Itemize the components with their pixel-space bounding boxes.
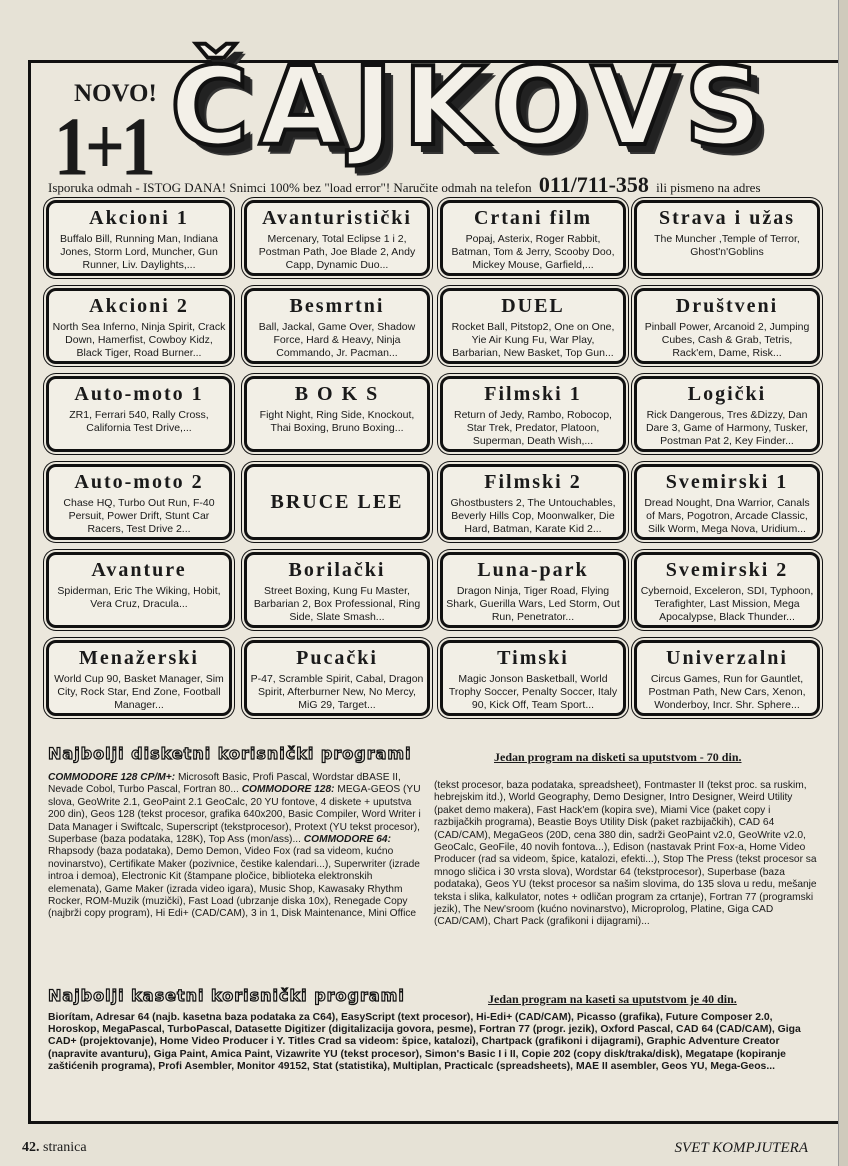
- category-title: Filmski 2: [484, 471, 582, 493]
- category-box: [244, 288, 430, 364]
- category-title: B O K S: [294, 383, 380, 405]
- category-games: Ghostbusters 2, The Untouchables, Beverly Hills Cop, Moonwalker, Die Hard, Batman, Karate Kid 2...: [450, 497, 616, 535]
- category-games: Spiderman, Eric The Wiking, Hobit, Vera Cruz, Dracula...: [57, 585, 221, 610]
- category-title: Akcioni 2: [89, 295, 189, 317]
- category-box: [244, 376, 430, 452]
- category-games: Dread Nought, Dna Warrior, Canals of Mars, Pogotron, Arcade Classic, Silk Worm, Mega Nova, Uridium...: [644, 497, 810, 535]
- category-title: Filmski 1: [484, 383, 582, 405]
- category-games: Popaj, Asterix, Roger Rabbit, Batman, Tom & Jerry, Scooby Doo, Mickey Mouse, Garfield,...: [451, 233, 615, 271]
- c128cpm-list: Microsoft Basic, Profi Pascal, Wordstar dBASE II, Nevade Cobol, Turbo Pascal, Fortran 80...: [48, 772, 401, 796]
- category-box: [244, 464, 430, 540]
- category-games: Ball, Jackal, Game Over, Shadow Force, Hard & Heavy, Ninja Commando, Jr. Pacman...: [258, 321, 416, 359]
- phone-number: 011/711-358: [538, 172, 649, 197]
- category-title: Univerzalni: [666, 647, 788, 669]
- cassette-section-title: Najbolji kasetni korisnički programi: [48, 986, 405, 1005]
- category-box: [634, 376, 820, 452]
- category-title: Besmrtni: [289, 295, 385, 317]
- category-title: Auto-moto 2: [74, 471, 204, 493]
- category-games: Chase HQ, Turbo Out Run, F-40 Persuit, Power Drift, Stunt Car Racers, Test Drive 2...: [63, 497, 215, 535]
- category-title: Logički: [687, 383, 767, 405]
- category-title: Auto-moto 1: [74, 383, 204, 405]
- tagline-text: Isporuka odmah - ISTOG DANA! Snimci 100% bez "load error"! Naručite odmah na telefon: [48, 180, 532, 195]
- page-word: stranica: [43, 1140, 87, 1155]
- category-games: Buffalo Bill, Running Man, Indiana Jones, Storm Lord, Muncher, Gun Runner, Liv. Daylights,...: [60, 233, 218, 271]
- category-games: ZR1, Ferrari 540, Rally Cross, California Test Drive,...: [69, 409, 209, 434]
- category-box: [440, 200, 626, 276]
- category-box: [244, 552, 430, 628]
- category-games: Dragon Ninja, Tiger Road, Flying Shark, Guerilla Wars, Led Storm, Out Run, Penetrator...: [446, 585, 620, 623]
- category-box: [46, 288, 232, 364]
- category-box: [46, 376, 232, 452]
- category-title: Akcioni 1: [89, 207, 189, 229]
- category-box: [244, 640, 430, 716]
- category-title: Timski: [497, 647, 569, 669]
- category-games: Pinball Power, Arcanoid 2, Jumping Cubes, Cash & Grab, Tetris, Rack'em, Dame, Risk...: [644, 321, 810, 359]
- tagline-tail: ili pismeno na adres: [656, 180, 761, 195]
- category-box: [46, 640, 232, 716]
- category-title: Borilački: [288, 559, 386, 581]
- category-box: [46, 464, 232, 540]
- category-title: Avanturistički: [262, 207, 412, 229]
- disk-section-title: Najbolji disketni korisnički programi: [48, 744, 412, 763]
- category-title: Svemirski 2: [665, 559, 789, 581]
- disk-programs-right: (tekst procesor, baza podataka, spreadsheet), Fontmaster II (tekst proc. sa ruskim, hebrejskim itd.), World Geography, Demo Designer, Intro Designer, Weird Utility (paket demo makera), Fast Hack'em (kopira sve), Miami Vice (paket copy i razbijačkih programa), Beastie Boys Utility Disk (paket razbijačkih), CAD 64 (CAD/CAM), MegaGeos (20D, cena 380 din, sadrži GeoPaint v2.0, GeoWrite v2.0, GeoCalc, GeoFile, 40 novih fontova...), Edison (nastavak Print Fox-a, Home Video Producer (rad sa videom, špice, katalozi, efekti...), Stop The Press (tekst procesor sa mnogo sličica i 30 vrsta slova), Wordstar 64 (tekstprocesor), Superbase (baza podataka), Geos YU (tekst procesor sa našim slovima, do 135 slova u redu, mešanje teksta i slika, kalkulator, notes + odličan program za crtanje), Fortran 77 (programski jezik), The New'sroom (kućno novinarstvo), Microprolog, Platine, Giga CAD (CAD/CAM), Chart Pack (grafikoni i dijagrami)...: [434, 780, 817, 928]
- category-games: World Cup 90, Basket Manager, Sim City, Rock Star, End Zone, Football Manager...: [54, 673, 224, 711]
- offer-label: 1+1: [54, 101, 152, 194]
- category-games: Fight Night, Ring Side, Knockout, Thai Boxing, Bruno Boxing...: [259, 409, 415, 434]
- novo-label: NOVO!: [74, 80, 157, 107]
- category-box: [634, 640, 820, 716]
- category-title: Luna-park: [477, 559, 589, 581]
- c128cpm-header: COMMODORE 128 CP/M+:: [48, 772, 176, 783]
- disk-programs-left: [48, 772, 426, 921]
- category-games: Cybernoid, Exceleron, SDI, Typhoon, Terafighter, Last Mission, Mega Apocalypse, Black Thunder...: [640, 585, 814, 623]
- page-num: 42.: [22, 1140, 40, 1155]
- category-games: Mercenary, Total Eclipse 1 i 2, Postman Path, Joe Blade 2, Andy Capp, Dynamic Duo...: [258, 233, 416, 271]
- category-games: Street Boxing, Kung Fu Master, Barbarian 2, Box Professional, Ring Side, Slate Smash...: [253, 585, 421, 623]
- category-title: Avanture: [91, 559, 187, 581]
- cassette-programs: Biorítam, Adresar 64 (najb. kasetna baza podataka za C64), EasyScript (text procesor), Hi-Edi+ (CAD/CAM), Picasso (grafika), Future Composer 2.0, Horoskop, MegaPascal, TurboPascal, Datasette Digitizer (digitalizacija govora, pesme), Fortran 77 (progr. jezik), Oxford Pascal, CAD 64 (CAD/CAM), Giga CAD+ (projektovanje), Home Video Producer i Y. Titles Crad sa videom: špice, katalozi), Chartpack (grafikoni i dijagrami), Graphic Adventure Creator (napravite avanturu), Giga Paint, Amica Paint, Vizawrite YU (tekst procesor), Simon's Basic I i II, Copie 202 (copy disk/traka/disk), Megatape (kopiranje zaštićenih programa), Profi Asembler, Monitor 49152, Stat (statistika), Multiplan, Practicalc (spreadsheets), MAE II asembler, Geos YU, Mega-Geos...: [48, 1012, 801, 1072]
- c128-header: COMMODORE 128:: [241, 784, 335, 796]
- category-games: North Sea Inferno, Ninja Spirit, Crack Down, Hamerfist, Cowboy Kidz, Black Tiger, Road Burner...: [52, 321, 226, 359]
- category-title: Pucački: [296, 647, 378, 669]
- category-title: Menažerski: [79, 647, 199, 669]
- category-title: DUEL: [501, 295, 565, 317]
- category-box: [440, 552, 626, 628]
- category-games: Rocket Ball, Pitstop2, One on One, Yie Air Kung Fu, War Play, Barbarian, New Basket, Top Gun...: [451, 321, 615, 359]
- category-box: [46, 200, 232, 276]
- category-games: Return of Jedy, Rambo, Robocop, Star Trek, Predator, Platoon, Superman, Death Wish,...: [454, 409, 612, 447]
- category-box: [634, 200, 820, 276]
- category-title: Strava i užas: [659, 207, 795, 229]
- category-box: [634, 288, 820, 364]
- c128-list: MEGA-GEOS (YU slova, GeoWrite 2.1, GeoPaint 2.1 GeoCalc, 20 YU fontove, 4 diskete + uputstva 200 din), Geos 128 (tekst procesor, grafika 640x200, Basic Compiler, Word Writer i Data Manager i Swiftcalc, Superscript (tekstprocesor), Protext (YU tekst procesor), Superbase (baza podataka, 128K), Top Ass (mon/ass)...: [48, 784, 421, 846]
- category-games: The Muncher ,Temple of Terror, Ghost'n'Goblins: [654, 233, 800, 258]
- category-title: Svemirski 1: [665, 471, 789, 493]
- category-box: [244, 200, 430, 276]
- category-games: Rick Dangerous, Tres &Dizzy, Dan Dare 3, Game of Harmony, Tusker, Postman Pat 2, Key Finder...: [645, 409, 809, 447]
- c64-list: Rhapsody (baza podataka), Demo Demon, Video Fox (rad sa videom, kućno novinarstvo), Certifikate Maker (pozivnice, čestike kalendari...), Superwriter (izrade introa i demoa), Electronic Kit (štampane pločice, biblioteka elektronskih elemenata), Game Maker (izrada video igara), Music Shop, Kawasaky Rhythm Rocker, ROM-Muzik (muzički), Fast Load (ubrzanje diska 10x), Renegade Copy (najbrži copy program), Hi Edi+ (CAD/CAM), 3 in 1, Disk Maintenance, Mini Office: [48, 846, 420, 920]
- category-box: [440, 640, 626, 716]
- page-number: [22, 1140, 87, 1156]
- category-box: [440, 288, 626, 364]
- category-box: [440, 464, 626, 540]
- category-games: Magic Jonson Basketball, World Trophy Soccer, Penalty Soccer, Italy 90, Kick Off, Team Sport...: [448, 673, 618, 711]
- cassette-section-note: Jedan program na kaseti sa uputstvom je 40 din.: [488, 992, 737, 1006]
- category-games: Circus Games, Run for Gauntlet, Postman Path, New Cars, Xenon, Wonderboy, Incr. Shr. Sphere...: [648, 673, 806, 711]
- c64-header: COMMODORE 64:: [303, 834, 391, 846]
- category-box: [634, 464, 820, 540]
- category-title: Crtani film: [473, 207, 593, 229]
- category-title: BRUCE LEE: [270, 491, 404, 513]
- magazine-name: SVET KOMPJUTERA: [674, 1140, 808, 1156]
- category-box: [440, 376, 626, 452]
- category-box: [46, 552, 232, 628]
- brand-logo: ČAJKOVS: [170, 45, 773, 170]
- next-page-edge: [838, 0, 848, 1166]
- disk-section-note: Jedan program na disketi sa uputstvom - 70 din.: [494, 750, 742, 764]
- category-games: P-47, Scramble Spirit, Cabal, Dragon Spirit, Afterburner New, No Mercy, MiG 29, Target...: [250, 673, 424, 711]
- category-box: [634, 552, 820, 628]
- tagline: [48, 172, 761, 198]
- category-title: Društveni: [675, 295, 779, 317]
